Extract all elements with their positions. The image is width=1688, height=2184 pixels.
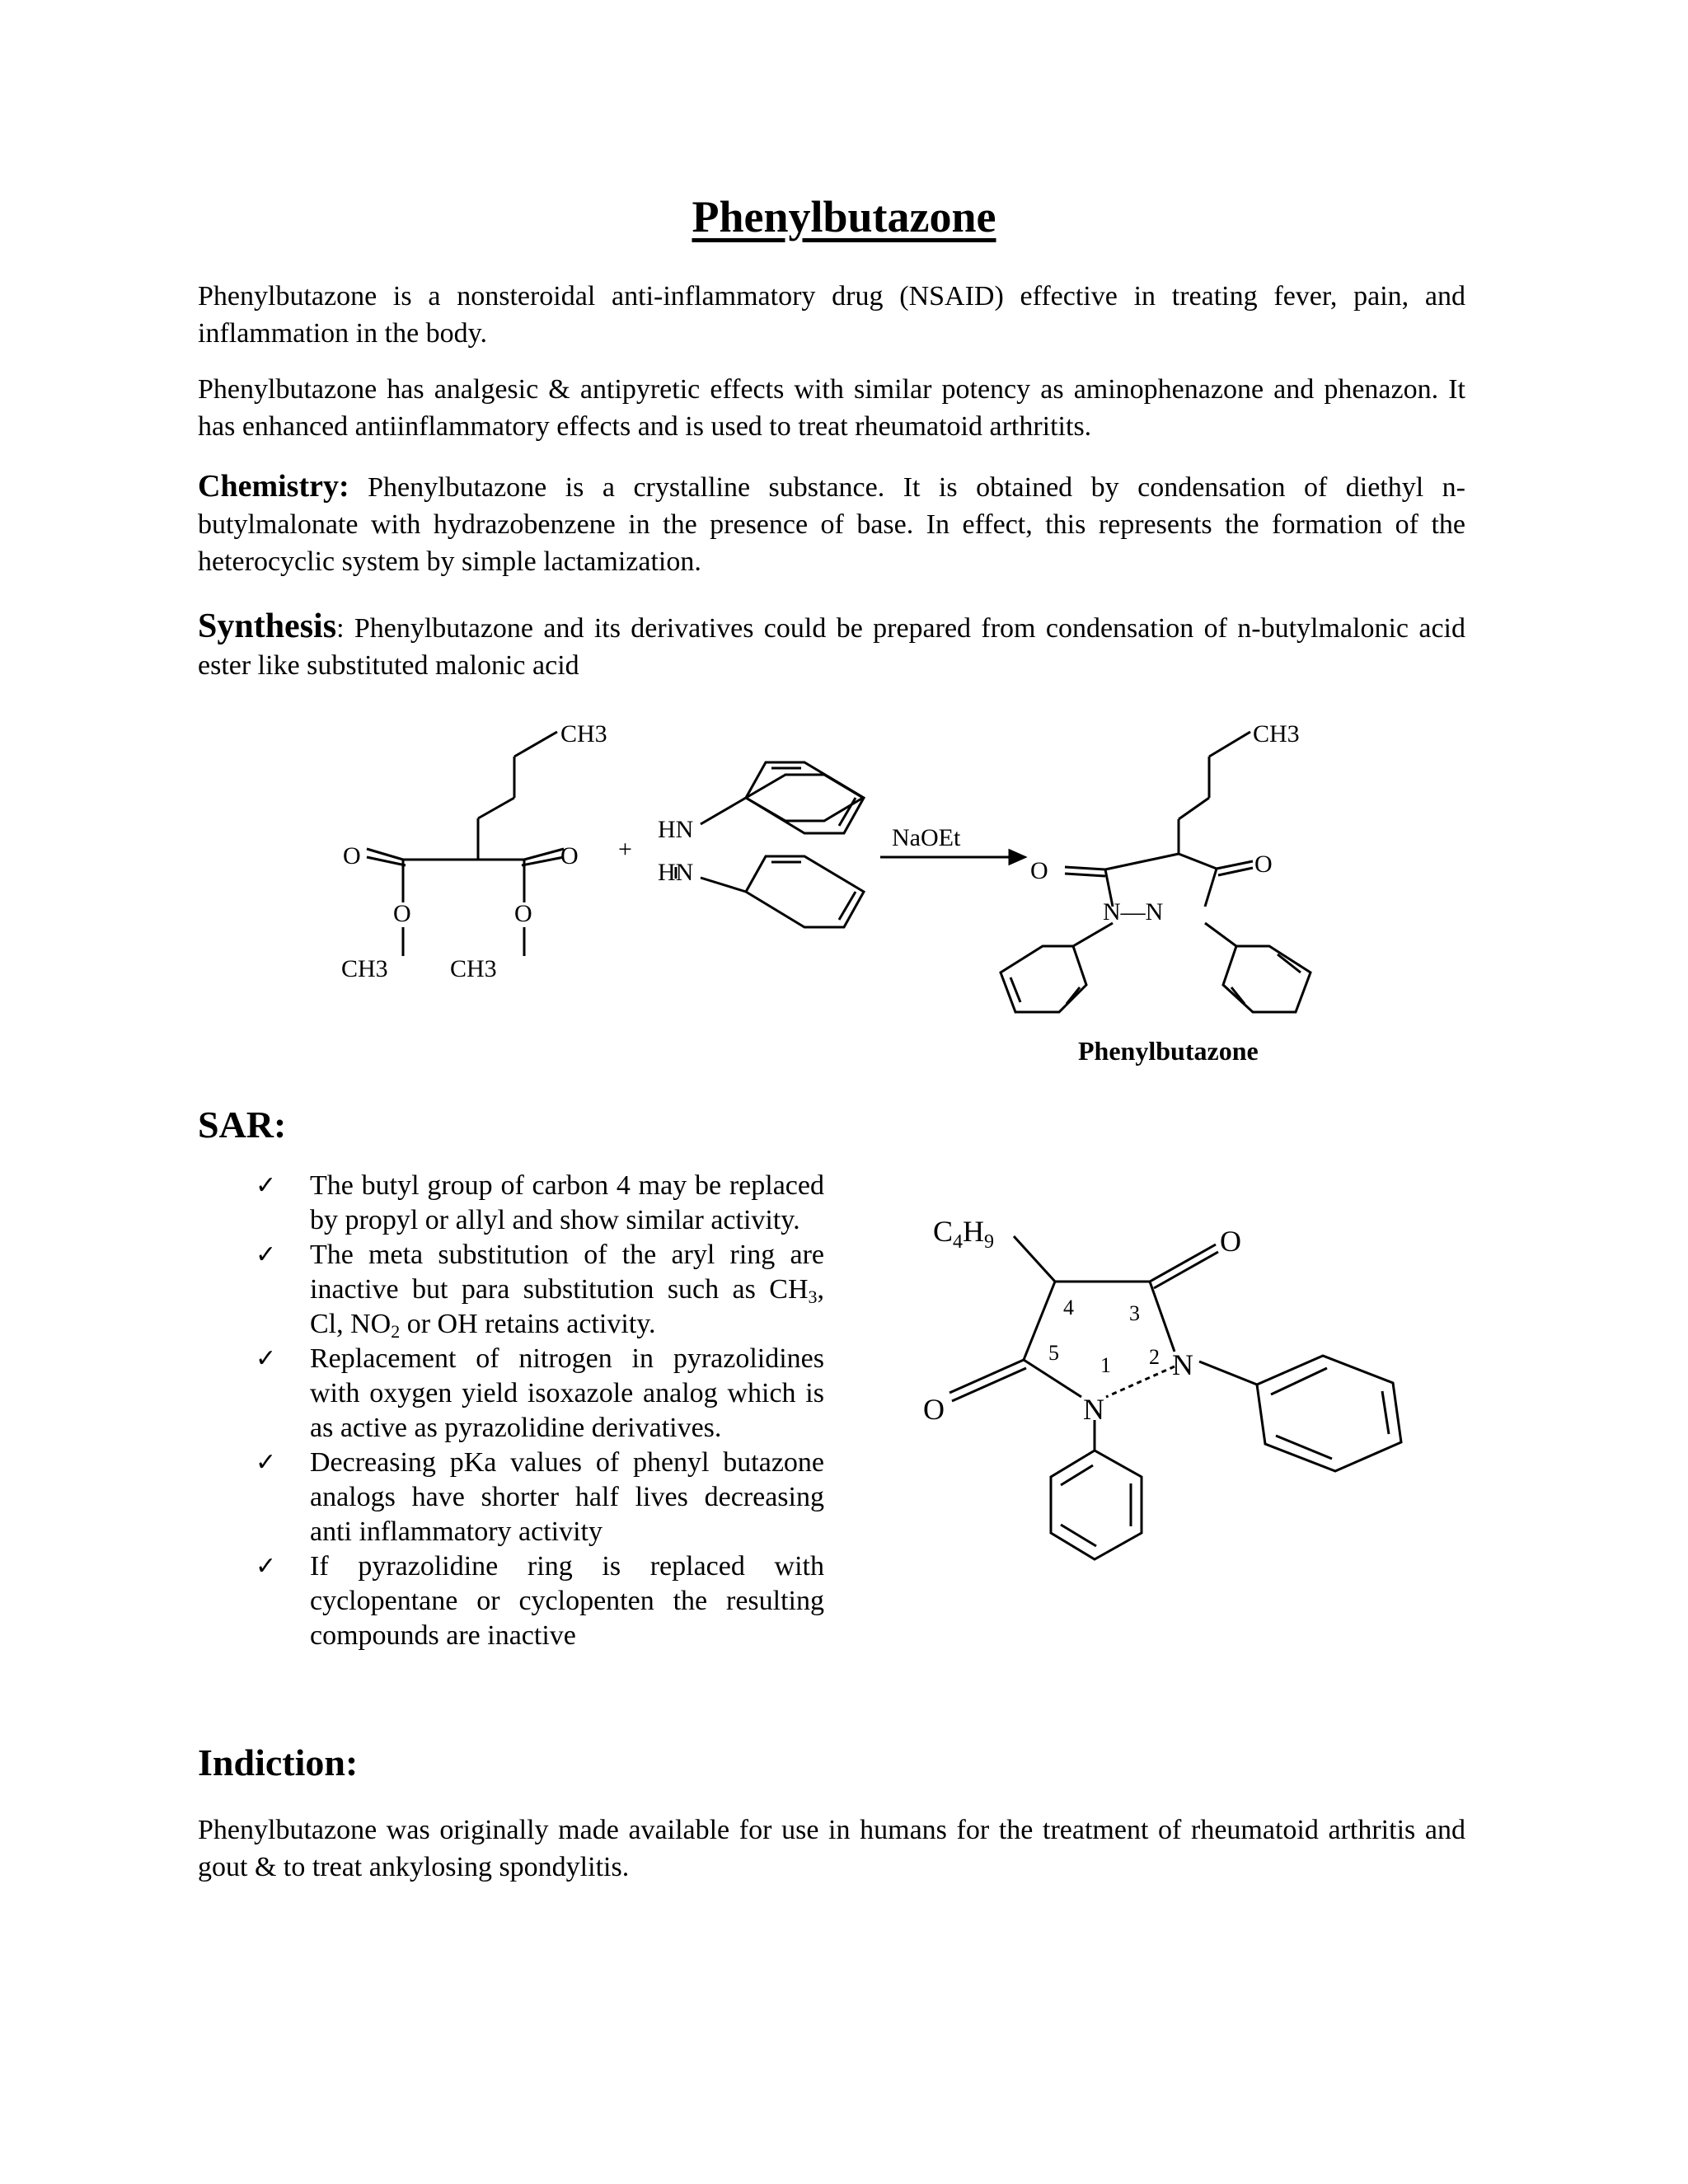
sar-item: ✓ The meta substitution of the aryl ring are inactive but para substitution such as $CH_3$, Cl, $NO_2$ or OH retains activity. [256,1240,824,1342]
intro-paragraph-2: Phenylbutazone has analgesic & antipyretic effects with similar potency as aminophenazone and phenazon. It has enhanced antiinflammatory effects and is used to treat rheumatoid arthritits. [198,374,1465,442]
n2-label: N [1172,1348,1193,1381]
o-left-label: O [923,1393,945,1426]
product-name: Phenylbutazone [1078,1036,1259,1066]
p-nn: N—N [1103,898,1164,926]
check-icon: ✓ [256,1171,277,1200]
o-top-label: O [1220,1225,1241,1258]
n1-label: N [1083,1393,1104,1426]
sar-item: ✓ The butyl group of carbon 4 may be replaced by propyl or allyl and show similar activity. [256,1170,824,1235]
p-ch3: CH3 [1253,720,1300,748]
intro-paragraph-1: Phenylbutazone is a nonsteroidal anti-inflammatory drug (NSAID) effective in treating fever, pain, and inflammation in the body. [198,281,1465,349]
num-4: 4 [1063,1296,1074,1319]
indication-paragraph: Phenylbutazone was originally made available for use in humans for the treatment of rheumatoid arthritis and gout & to treat ankylosing spondylitis. [198,1815,1465,1882]
synthesis-text: : Phenylbutazone and its derivatives could be prepared from condensation of n-butylmalonic acid ester like substituted malonic acid [198,613,1465,681]
r1-o-left: O [343,842,361,869]
reagent-label: NaOEt [892,824,961,851]
sar-list [256,1169,824,1653]
plus-sign: + [618,836,632,863]
sar-heading: SAR: [198,1104,287,1146]
r2-hn1: HN [658,816,694,843]
reactant2-bonds [676,762,864,927]
r1-ch3-a: CH3 [341,955,388,982]
sar-item: ✓ Decreasing pKa values of phenyl butazone analogs have shorter half lives decreasing anti inflammatory activity [256,1447,824,1547]
check-icon: ✓ [256,1344,277,1373]
check-icon: ✓ [256,1240,277,1269]
num-5: 5 [1048,1341,1059,1365]
num-1: 1 [1100,1353,1111,1377]
synthesis-label: Synthesis [198,607,337,645]
indication-heading: Indiction: [198,1741,359,1783]
r1-ch3-top: CH3 [560,720,607,748]
r1-ch3-b: CH3 [450,955,497,982]
r1-o-right: O [560,842,579,869]
sar-structure [890,1187,1434,1599]
reaction-arrow [880,851,1025,864]
page-title: Phenylbutazone [692,192,996,241]
p-o-right: O [1254,851,1273,878]
check-icon: ✓ [256,1448,277,1477]
p-o-left: O [1030,857,1048,884]
check-icon: ✓ [256,1552,277,1581]
r1-o-ester1: O [393,900,411,927]
r1-o-ester2: O [514,900,532,927]
chemistry-label: Chemistry: [198,469,349,504]
r2-hn2: HN [658,859,694,886]
num-3: 3 [1129,1301,1140,1325]
num-2: 2 [1149,1345,1160,1369]
sar-item: ✓ Replacement of nitrogen in pyrazolidines with oxygen yield isoxazole analog which is as active as pyrazolidine derivatives. [256,1343,824,1443]
sar-item: ✓ If pyrazolidine ring is replaced with cyclopentane or cyclopenten the resulting compounds are inactive [256,1551,824,1651]
c4h9-label: $C_4H_9$ [933,1215,995,1253]
chemistry-text: Phenylbutazone is a crystalline substance. It is obtained by condensation of diethyl n-butylmalonate with hydrazobenzene in the presence of base. In effect, this represents the formation of the heterocyclic system by simple lactamization. [198,472,1465,577]
